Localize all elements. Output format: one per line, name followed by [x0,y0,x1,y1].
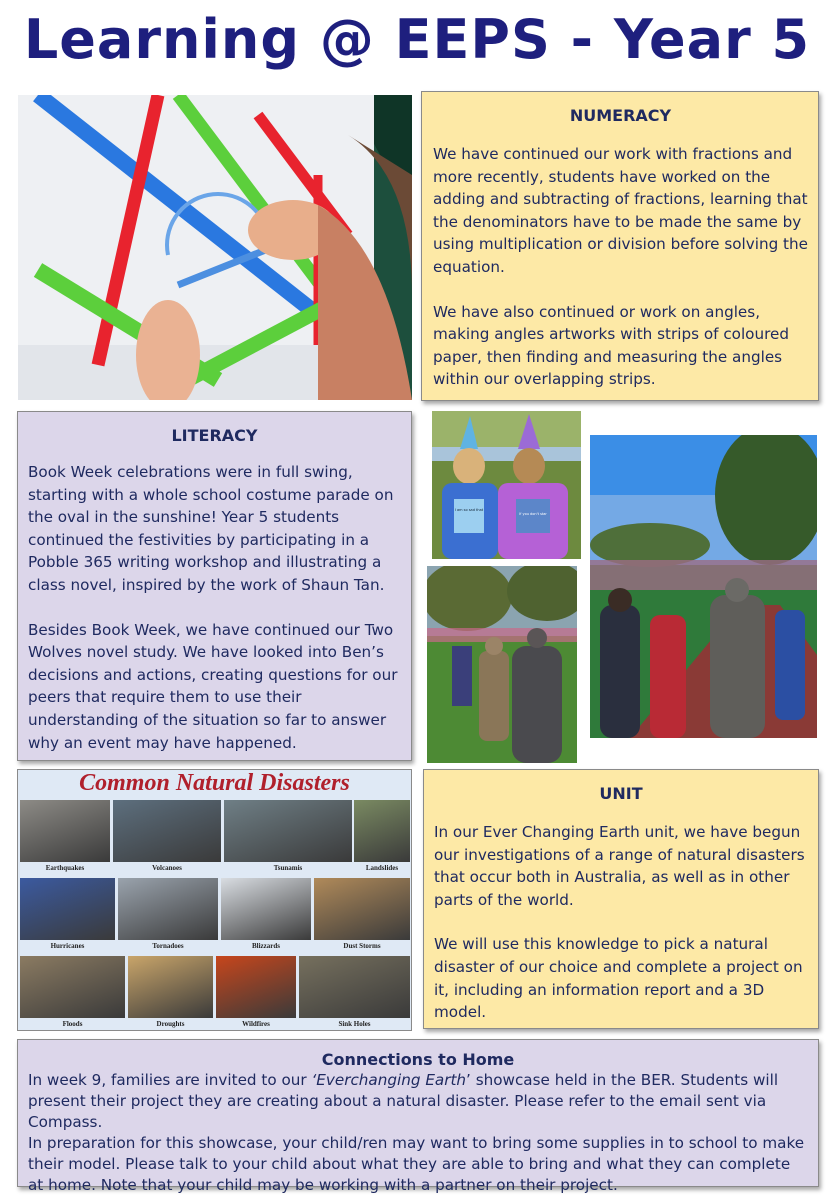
disaster-image-sink-holes [299,956,410,1018]
disaster-label: Tornadoes [152,942,184,950]
natural-disasters-poster [17,769,412,1031]
disaster-image-droughts [128,956,213,1018]
disaster-image-tsunamis [224,800,352,862]
connections-heading: Connections to Home [321,1050,515,1069]
disaster-label: Blizzards [252,942,280,950]
showcase-name: ‘Everchanging Earth [311,1071,467,1089]
book-week-wizards-photo [432,411,581,559]
literacy-paragraph-1: Book Week celebrations were in full swing, starting with a whole school costume parade on the oval in the sunshine! Year 5 students continued the festivities by participating in a Pobble 365 writing workshop and illustrating a class novel, inspired by the work of Shaun Tan. [28,463,394,594]
numeracy-paragraph-1: We have continued our work with fractions and more recently, students have worked on the adding and subtracting of fractions, learning that the denominators have to be made the same by using multiplication or division before solving the equation. [433,145,808,276]
disaster-label: Tsunamis [273,864,303,872]
disaster-image-blizzards [221,878,311,940]
disaster-image-landslides [354,800,410,862]
literacy-paragraph-2: Besides Book Week, we have continued our Two Wolves novel study. We have looked into Ben’s decisions and actions, creating questions for our peers that require them to use their understanding of the situation so far to answer why an event may have happened. [28,620,398,752]
disaster-label: Floods [62,1020,83,1028]
literacy-heading: LITERACY [171,426,258,445]
connections-line-start: In week 9, families are invited to our [28,1071,312,1089]
disaster-label: Wildfires [242,1020,270,1028]
literacy-panel [17,411,412,761]
angles-artwork-photo [18,95,412,400]
unit-panel [423,769,819,1029]
numeracy-paragraph-2: We have also continued or work on angles, making angles artworks with strips of coloured paper, then finding and measuring the angles within our overlapping strips. [433,302,789,389]
disaster-label: Droughts [156,1020,185,1028]
disaster-label: Sink Holes [338,1020,371,1028]
disaster-image-tornadoes [118,878,218,940]
unit-paragraph-1: In our Ever Changing Earth unit, we have begun our investigations of a range of natural disasters that occur both in Australia, as well as in other parts of the world. [434,823,805,909]
disaster-label: Earthquakes [45,864,85,872]
disaster-label: Volcanoes [152,864,182,872]
disaster-image-wildfires [216,956,296,1018]
unit-paragraph-2: We will use this knowledge to pick a natural disaster of our choice and complete a project on it, including an information report and a 3D model. [434,935,803,1022]
sign-left-text: I am so sad that [454,508,484,512]
numeracy-heading: NUMERACY [569,106,672,125]
numeracy-panel [421,91,819,401]
connections-line-end: ’ showcase held in the BER. Students will present their project they are creating about a natural disaster. Please refer to the email sent via Compass. [28,1071,779,1131]
unit-heading: UNIT [599,784,643,803]
connections-panel [17,1039,819,1194]
disaster-image-volcanoes [113,800,221,862]
disaster-image-earthquakes [20,800,110,862]
connections-paragraph-2: In preparation for this showcase, your child/ren may want to bring some supplies in to school to make their model. Please talk to your child about what they are able to bring and what they can complete at home. Note that your child may be working with a partner on their project. [28,1134,805,1194]
sign-right-text: If you don't star [519,512,547,516]
poster-title: Common Natural Disasters [79,770,350,796]
book-week-parade-photo [427,566,577,763]
disaster-label: Dust Storms [343,942,381,950]
disaster-image-hurricanes [20,878,115,940]
disaster-label: Hurricanes [50,942,85,950]
book-week-oval-photo [590,435,817,738]
disaster-image-dust-storms [314,878,410,940]
disaster-label: Landslides [365,864,399,872]
connections-paragraph-1 [28,1070,808,1133]
disaster-image-floods [20,956,125,1018]
page-title: Learning @ EEPS - Year 5 [23,8,811,71]
